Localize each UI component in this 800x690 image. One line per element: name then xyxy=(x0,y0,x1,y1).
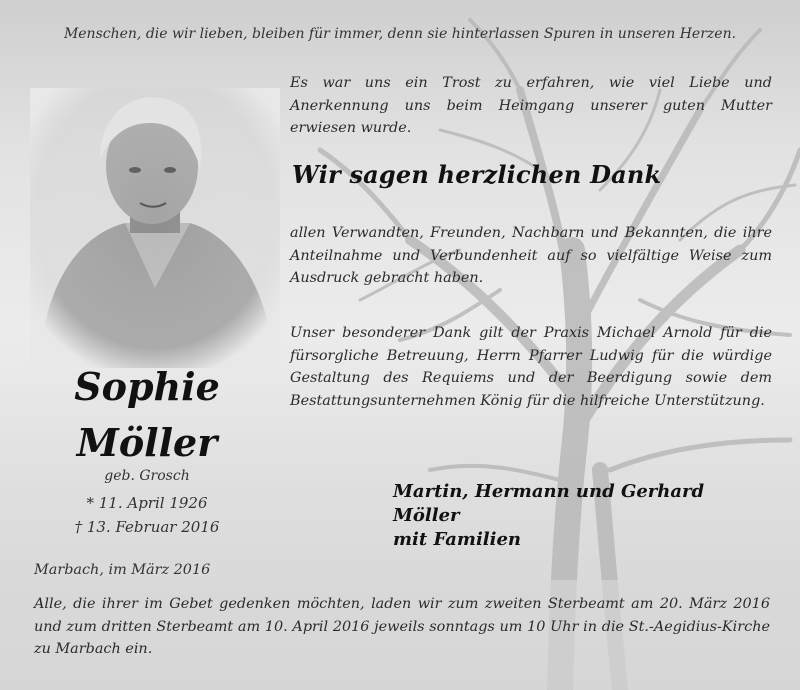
mass-notice-paragraph: Alle, die ihrer im Gebet gedenken möchten, laden wir zum zweiten Sterbeamt am 20. März 2016 und zum dritten Sterbeamt am 10. April 2016 jeweils sonntags um 10 Uhr in die St.-Aegidius-Kirche zu Marbach ein. xyxy=(34,596,770,657)
birth-date: * 11. April 1926 xyxy=(86,494,208,512)
deceased-last-name: Möller xyxy=(76,420,218,465)
thanks-general-paragraph: allen Verwandten, Freunden, Nachbarn und Bekannten, die ihre Anteilnahme und Verbundenheit auf so vielfältige Weise zum Ausdruck gebracht haben. xyxy=(290,225,772,286)
place-date: Marbach, im März 2016 xyxy=(34,562,211,578)
portrait-photo xyxy=(30,88,280,368)
signature-block xyxy=(393,480,773,552)
signature-names: Martin, Hermann und Gerhard Möller xyxy=(393,481,705,526)
thanks-heading: Wir sagen herzlichen Dank xyxy=(292,160,662,189)
motto: Menschen, die wir lieben, bleiben für immer, denn sie hinterlassen Spuren in unseren Herzen. xyxy=(63,26,737,42)
death-date: † 13. Februar 2016 xyxy=(74,518,220,536)
thanks-special-paragraph: Unser besonderer Dank gilt der Praxis Michael Arnold für die fürsorgliche Betreuung, Herrn Pfarrer Ludwig für die würdige Gestaltung des Requiems und der Beerdigung sowie dem Bestattungsunternehmen König für die hilfreiche Unterstützung. xyxy=(290,325,772,409)
intro-paragraph: Es war uns ein Trost zu erfahren, wie viel Liebe und Anerkennung uns beim Heimgang unserer guten Mutter erwiesen wurde. xyxy=(290,75,772,136)
birth-name: geb. Grosch xyxy=(104,468,190,484)
signature-family: mit Familien xyxy=(393,529,522,550)
deceased-first-name: Sophie xyxy=(74,364,220,409)
